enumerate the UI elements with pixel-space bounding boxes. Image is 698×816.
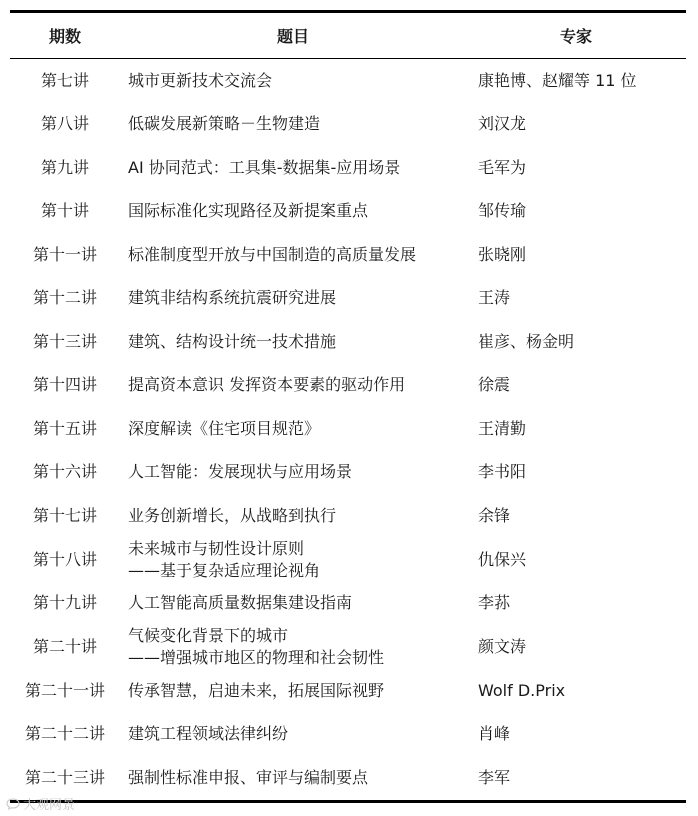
expert-cell: Wolf D.Prix (478, 680, 566, 700)
topic-cell (120, 364, 466, 408)
expert-cell: 邹传瑜 (478, 201, 527, 221)
lecture-cell: 第十三讲 (32, 331, 97, 351)
topic-line: ——增强城市地区的物理和社会韧性 (128, 648, 385, 667)
lecture-cell: 第二十讲 (32, 637, 97, 656)
table-row (10, 320, 686, 364)
lecture-cell: 第十九讲 (32, 593, 97, 613)
table-row (10, 451, 686, 495)
topic-line: 人工智能：发展现状与应用场景 (128, 462, 353, 482)
topic-cell (120, 59, 466, 103)
lecture-cell: 第十七讲 (32, 505, 97, 525)
topic-line: 建筑工程领域法律纠纷 (128, 724, 289, 744)
chat-bubble-icon (6, 798, 20, 810)
topic-line: 人工智能高质量数据集建设指南 (128, 593, 353, 613)
expert-cell: 李书阳 (478, 462, 527, 482)
topic-cell (120, 756, 466, 801)
topic-cell (120, 277, 466, 321)
table-row (10, 364, 686, 408)
table-row (10, 625, 686, 669)
expert-cell: 张晓刚 (478, 244, 527, 264)
lecture-table-container (10, 10, 686, 803)
lecture-table (10, 10, 686, 803)
expert-cell: 王清勤 (478, 418, 527, 438)
table-row (10, 669, 686, 713)
watermark (6, 794, 75, 813)
expert-cell: 王涛 (478, 288, 511, 308)
topic-line: 建筑非结构系统抗震研究进展 (128, 288, 337, 308)
expert-cell: 毛军为 (478, 157, 527, 177)
table-row (10, 103, 686, 147)
lecture-cell: 第十一讲 (32, 244, 97, 264)
topic-cell (120, 494, 466, 538)
header-topic: 题目 (276, 27, 309, 46)
table-row (10, 59, 686, 103)
topic-cell (120, 146, 466, 190)
table-row (10, 233, 686, 277)
lecture-cell: 第十讲 (40, 201, 89, 221)
expert-cell: 刘汉龙 (478, 114, 527, 134)
topic-line: 传承智慧，启迪未来，拓展国际视野 (128, 680, 385, 700)
lecture-cell: 第十二讲 (32, 288, 97, 308)
topic-cell (120, 320, 466, 364)
topic-cell (120, 233, 466, 277)
header-lecture: 期数 (48, 27, 81, 46)
topic-line: 国际标准化实现路径及新提案重点 (128, 201, 369, 221)
topic-cell (120, 190, 466, 234)
table-row (10, 407, 686, 451)
lecture-cell: 第八讲 (40, 114, 89, 134)
table-header (10, 12, 686, 59)
expert-cell: 颜文涛 (478, 637, 527, 656)
lecture-cell: 第七讲 (40, 70, 89, 90)
topic-cell (120, 582, 466, 626)
topic-cell (120, 538, 466, 582)
header-expert: 专家 (559, 27, 592, 46)
topic-line: 提高资本意识 发挥资本要素的驱动作用 (128, 375, 406, 395)
expert-cell: 李荪 (478, 593, 511, 613)
expert-cell: 崔彦、杨金明 (478, 331, 575, 351)
table-row (10, 146, 686, 190)
expert-cell: 李军 (478, 767, 511, 787)
topic-line: 气候变化背景下的城市 (128, 626, 289, 645)
lecture-cell: 第二十一讲 (24, 680, 105, 700)
topic-cell (120, 451, 466, 495)
header-row (10, 12, 686, 59)
topic-cell (120, 625, 466, 669)
lecture-cell: 第十四讲 (32, 375, 97, 395)
topic-line: 低碳发展新策略－生物建造 (128, 114, 321, 134)
lecture-cell: 第十六讲 (32, 462, 97, 482)
table-row (10, 713, 686, 757)
expert-cell: 仇保兴 (478, 549, 527, 569)
lecture-cell: 第九讲 (40, 157, 89, 177)
expert-cell: 徐震 (478, 375, 511, 395)
topic-cell (120, 669, 466, 713)
topic-line: 建筑、结构设计统一技术措施 (128, 331, 337, 351)
table-row (10, 190, 686, 234)
lecture-cell: 第十五讲 (32, 418, 97, 438)
table-row (10, 756, 686, 801)
lecture-cell: 第二十三讲 (24, 767, 105, 787)
topic-cell (120, 407, 466, 451)
lecture-cell: 第十八讲 (32, 549, 97, 569)
watermark-text: 大观网景 (23, 798, 76, 813)
topic-line: 强制性标准申报、审评与编制要点 (128, 767, 369, 787)
topic-line: 未来城市与韧性设计原则 (128, 538, 305, 558)
expert-cell: 肖峰 (478, 724, 511, 744)
table-row (10, 494, 686, 538)
topic-line: 标准制度型开放与中国制造的高质量发展 (128, 244, 417, 264)
table-row (10, 277, 686, 321)
table-body (10, 59, 686, 802)
expert-cell: 余锋 (478, 505, 511, 525)
lecture-cell: 第二十二讲 (24, 724, 105, 744)
topic-line: 深度解读《住宅项目规范》 (128, 418, 321, 438)
topic-line: AI 协同范式：工具集-数据集-应用场景 (128, 157, 401, 177)
topic-cell (120, 713, 466, 757)
topic-line: ——基于复杂适应理论视角 (128, 560, 321, 580)
topic-line: 城市更新技术交流会 (128, 70, 273, 90)
topic-cell (120, 103, 466, 147)
topic-line: 业务创新增长，从战略到执行 (128, 505, 337, 525)
table-row (10, 538, 686, 582)
expert-cell: 康艳博、赵耀等 11 位 (478, 70, 637, 90)
table-row (10, 582, 686, 626)
